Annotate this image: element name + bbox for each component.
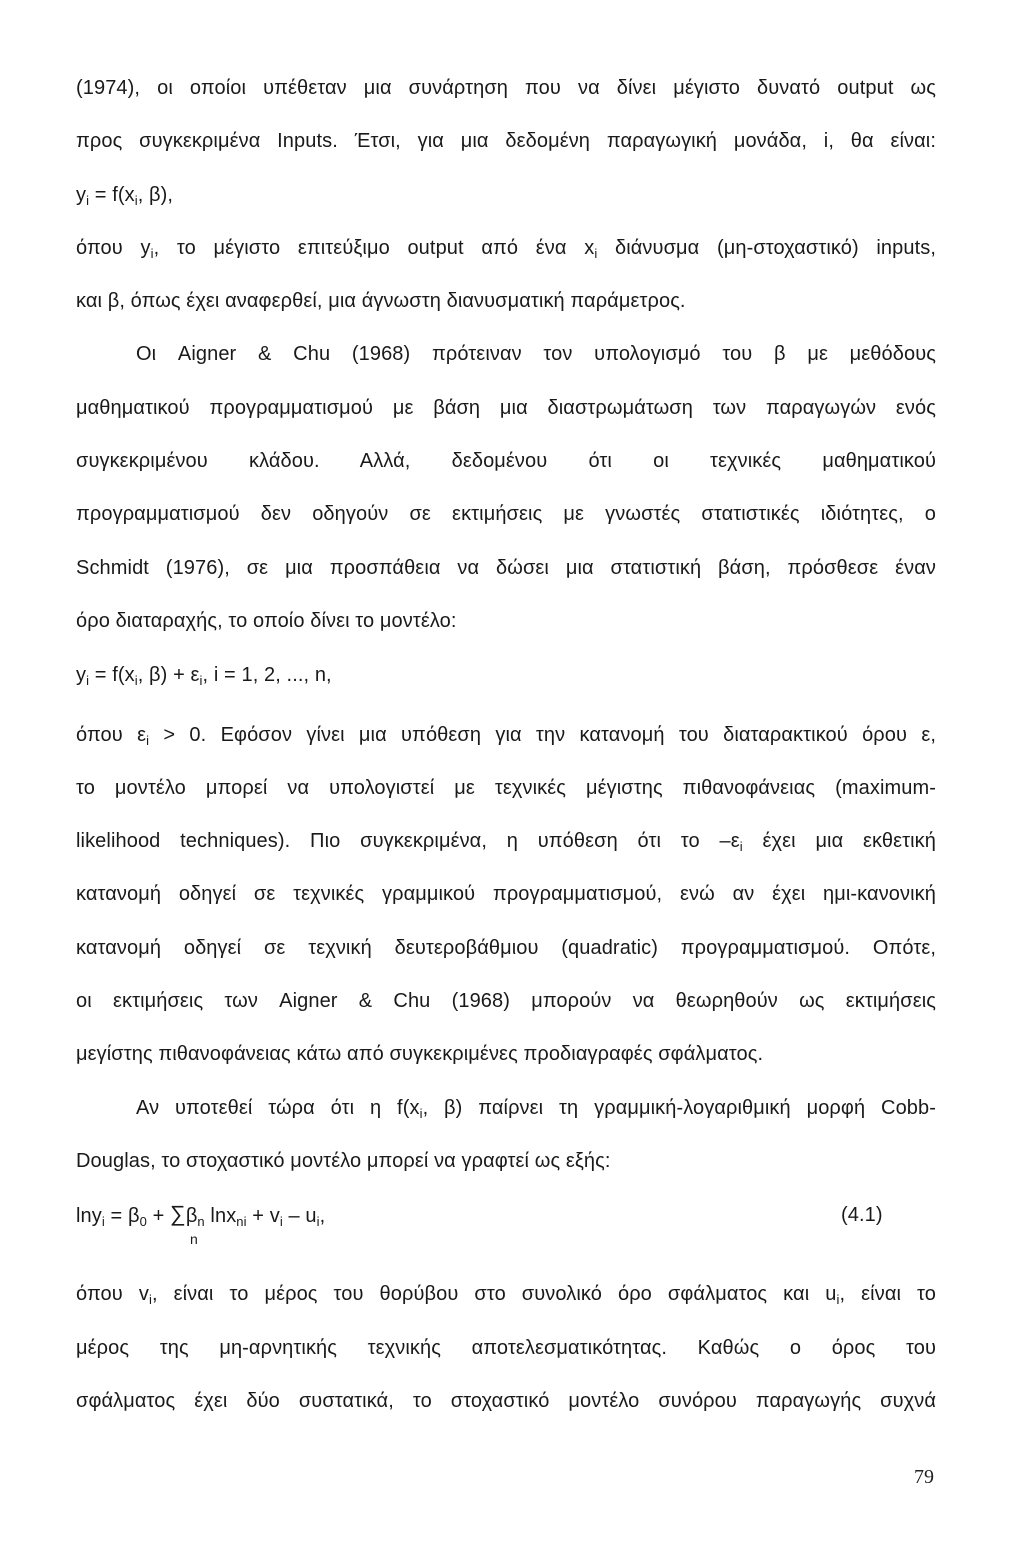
subscript: i bbox=[279, 1214, 283, 1229]
formula-term: β bbox=[185, 1205, 198, 1227]
page-number: 79 bbox=[914, 1466, 934, 1488]
subscript: i bbox=[150, 246, 154, 261]
text-run: έχει μια εκθετική bbox=[742, 830, 937, 852]
formula-term: = β bbox=[104, 1205, 140, 1227]
formula-cobb-douglas bbox=[76, 1203, 936, 1228]
text-line: οι εκτιμήσεις των Aigner & Chu (1968) μπορούν να θεωρηθούν ως εκτιμήσεις bbox=[76, 990, 936, 1012]
formula-term: + v bbox=[246, 1205, 280, 1227]
paragraph-first-line bbox=[136, 1096, 936, 1120]
equation-number: (4.1) bbox=[841, 1204, 883, 1226]
subscript: 0 bbox=[139, 1214, 147, 1229]
subscript: ni bbox=[236, 1214, 247, 1229]
formula-term: = f(x bbox=[89, 664, 135, 686]
subscript: i bbox=[199, 673, 203, 688]
text-line: όρο διαταραχής, το οποίο δίνει το μοντέλο: bbox=[76, 610, 457, 632]
subscript: i bbox=[739, 839, 743, 854]
text-run: όπου v bbox=[76, 1283, 149, 1305]
text-line: το μοντέλο μπορεί να υπολογιστεί με τεχνικές μέγιστης πιθανοφάνειας (maximum- bbox=[76, 777, 936, 799]
formula-term: + bbox=[146, 1205, 171, 1227]
formula-term: lnx bbox=[204, 1205, 237, 1227]
text-line: μεγίστης πιθανοφάνειας κάτω από συγκεκριμένες προδιαγραφές σφάλματος. bbox=[76, 1043, 764, 1065]
formula-production bbox=[76, 183, 936, 207]
paragraph-first-line: Οι Aigner & Chu (1968) πρότειναν τον υπολογισμό του β με μεθόδους bbox=[136, 343, 936, 365]
subscript: i bbox=[101, 1214, 105, 1229]
text-line bbox=[76, 723, 936, 747]
text-line: προγραμματισμού δεν οδηγούν σε εκτιμήσεις με γνωστές στατιστικές ιδιότητες, ο bbox=[76, 503, 936, 525]
text-line bbox=[76, 1282, 936, 1306]
formula-term: , β) + ε bbox=[137, 664, 200, 686]
subscript: i bbox=[419, 1106, 423, 1121]
text-line: κατανομή οδηγεί σε τεχνική δευτεροβάθμιου (quadratic) προγραμματισμού. Οπότε, bbox=[76, 937, 936, 959]
text-run: , είναι το μέρος του θορύβου στο συνολικό όρο σφάλματος και u bbox=[151, 1283, 837, 1305]
text-run: διάνυσμα (μη-στοχαστικό) inputs, bbox=[597, 237, 937, 259]
text-run: , είναι το bbox=[839, 1283, 936, 1305]
formula-term: , i = 1, 2, ..., n, bbox=[202, 664, 332, 686]
text-run: > 0. Εφόσον γίνει μια υπόθεση για την κατανομή του διαταρακτικού όρου ε, bbox=[149, 724, 936, 746]
subscript: n bbox=[197, 1214, 205, 1229]
subscript: i bbox=[148, 1292, 152, 1307]
text-run: , β) παίρνει τη γραμμική-λογαριθμική μορφή Cobb- bbox=[422, 1097, 937, 1119]
text-line bbox=[76, 829, 936, 853]
formula-term: , bbox=[319, 1205, 326, 1227]
text-line: Douglas, το στοχαστικό μοντέλο μπορεί να γραφτεί ως εξής: bbox=[76, 1150, 611, 1172]
text-run: Αν υποτεθεί τώρα ότι η f(x bbox=[136, 1097, 420, 1119]
formula-term: y bbox=[76, 184, 87, 206]
text-line: προς συγκεκριμένα Inputs. Έτσι, για μια δεδομένη παραγωγική μονάδα, i, θα είναι: bbox=[76, 130, 936, 152]
text-run: likelihood techniques). Πιο συγκεκριμένα, η υπόθεση ότι το –ε bbox=[76, 830, 740, 852]
text-run: όπου ε bbox=[76, 724, 147, 746]
summation-index: n bbox=[190, 1231, 198, 1247]
text-run: όπου y bbox=[76, 237, 151, 259]
subscript: i bbox=[134, 193, 138, 208]
text-line: μέρος της μη-αρνητικής τεχνικής αποτελεσματικότητας. Καθώς ο όρος του bbox=[76, 1337, 936, 1359]
subscript: i bbox=[86, 193, 90, 208]
subscript: i bbox=[594, 246, 598, 261]
subscript: i bbox=[836, 1292, 840, 1307]
formula-term: y bbox=[76, 664, 87, 686]
subscript: i bbox=[86, 673, 90, 688]
formula-term: , β), bbox=[137, 184, 174, 206]
text-line: και β, όπως έχει αναφερθεί, μια άγνωστη διανυσματική παράμετρος. bbox=[76, 290, 686, 312]
text-line: μαθηματικού προγραμματισμού με βάση μια διαστρωμάτωση των παραγωγών ενός bbox=[76, 397, 936, 419]
text-run: , το μέγιστο επιτεύξιμο output από ένα x bbox=[153, 237, 595, 259]
text-line bbox=[76, 236, 936, 260]
formula-stochastic bbox=[76, 663, 936, 687]
formula-term: = f(x bbox=[89, 184, 135, 206]
subscript: i bbox=[134, 673, 138, 688]
subscript: i bbox=[146, 733, 150, 748]
subscript: i bbox=[316, 1214, 320, 1229]
text-line: κατανομή οδηγεί σε τεχνικές γραμμικού προγραμματισμού, ενώ αν έχει ημι-κανονική bbox=[76, 883, 936, 905]
summation-symbol: ∑ bbox=[170, 1201, 186, 1226]
text-line: (1974), οι οποίοι υπέθεταν μια συνάρτηση που να δίνει μέγιστο δυνατό output ως bbox=[76, 77, 936, 99]
text-line: Schmidt (1976), σε μια προσπάθεια να δώσει μια στατιστική βάση, πρόσθεσε έναν bbox=[76, 557, 936, 579]
text-line: συγκεκριμένου κλάδου. Αλλά, δεδομένου ότι οι τεχνικές μαθηματικού bbox=[76, 450, 936, 472]
formula-term: – u bbox=[282, 1205, 317, 1227]
formula-term: lny bbox=[76, 1205, 102, 1227]
text-line: σφάλματος έχει δύο συστατικά, το στοχαστικό μοντέλο συνόρου παραγωγής συχνά bbox=[76, 1390, 936, 1412]
